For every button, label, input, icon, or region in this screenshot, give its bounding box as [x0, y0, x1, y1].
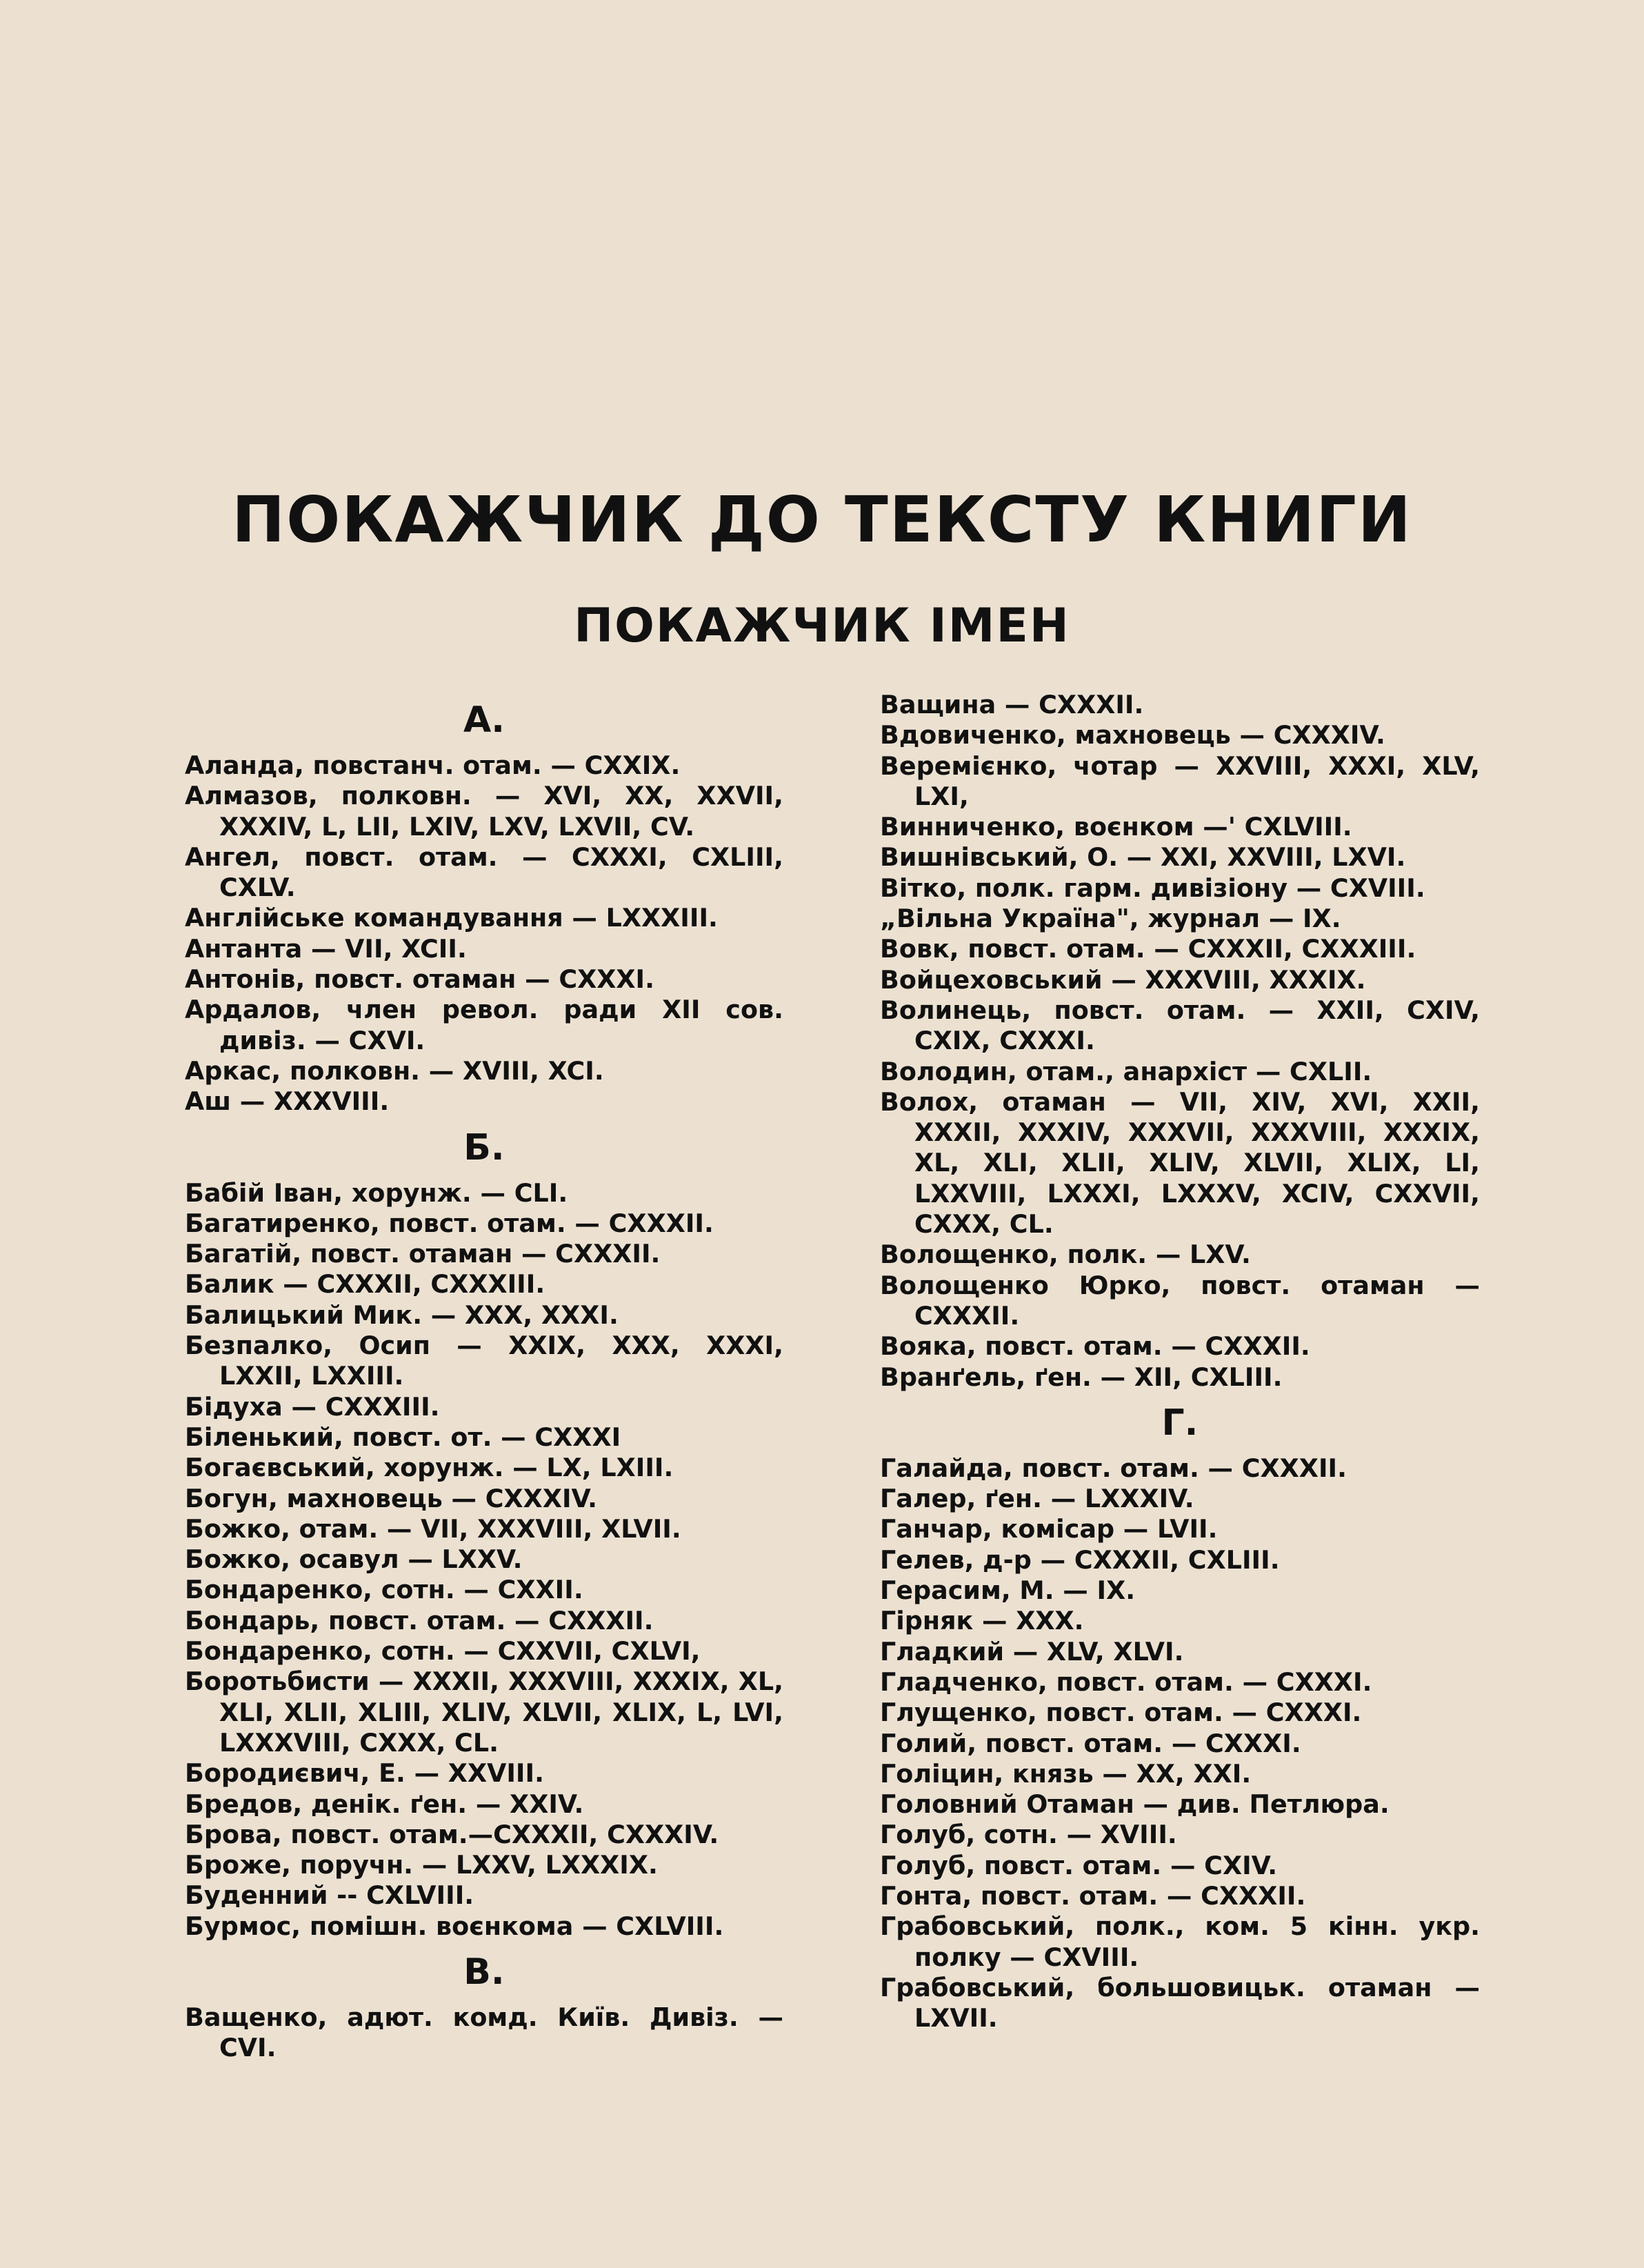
index-entry: Божко, осавул — LXXV.	[185, 1544, 523, 1575]
index-entry: Голуб, повст. отам. — CXIV.	[880, 1850, 1278, 1880]
index-entry: Божко, отам. — VII, XXXVIII, XLVII.	[185, 1513, 681, 1544]
page-subtitle: ПОКАЖЧИК ІМЕН	[574, 599, 1070, 653]
index-entry: Голий, повст. отам. — CXXXI.	[880, 1728, 1301, 1758]
section-letter-v: В.	[463, 1951, 505, 1993]
index-entry: Гладченко, повст. отам. — CXXXI.	[880, 1667, 1372, 1697]
index-entry: Гелев, д-р — CXXXII, CXLIII.	[880, 1544, 1280, 1575]
index-entry: Бондаренко, сотн. — CXXII.	[185, 1575, 583, 1605]
index-entry: Вовк, повст. отам. — CXXXII, CXXXIII.	[880, 934, 1416, 964]
index-entry: Вишнівський, О. — XXI, XXVIII, LXVI.	[880, 842, 1406, 873]
index-entry: Антанта — VII, XCII.	[185, 933, 467, 964]
index-entry: Ардалов, член револ. ради XII сов. дивіз. — CXVI.	[185, 995, 783, 1055]
index-entry: Ангел, повст. отам. — CXXXI, CXLIII, CXLV.	[185, 842, 783, 903]
section-letter-g: Г.	[1161, 1402, 1199, 1444]
index-entry: Грабовський, большовицьк. отаман — LXVII.	[880, 1972, 1480, 2033]
page-title: ПОКАЖЧИК ДО ТЕКСТУ КНИГИ	[232, 483, 1412, 557]
index-entry: Багатій, повст. отаман — CXXXII.	[185, 1239, 661, 1269]
index-entry: Біленький, повст. от. — CXXXI	[185, 1422, 621, 1452]
index-entry: Головний Отаман — див. Петлюра.	[880, 1789, 1390, 1820]
index-entry: Войцеховський — XXXVIII, XXXIX.	[880, 964, 1366, 995]
section-letter-a: А.	[463, 699, 505, 741]
index-entry: Гонта, повст. отам. — CXXXII.	[880, 1880, 1306, 1911]
index-entry: Аш — XXXVIII.	[185, 1086, 390, 1117]
index-entry: Вранґель, ґен. — XII, CXLIII.	[880, 1362, 1283, 1392]
index-entry: Голіцин, князь — XX, XXI.	[880, 1758, 1252, 1789]
index-entry: Бурмос, помішн. воєнкома — CXLVIII.	[185, 1911, 724, 1941]
index-entry: Вдовиченко, махновець — CXXXIV.	[880, 720, 1385, 750]
index-entry: Ващина — CXXXII.	[880, 690, 1144, 719]
section-letter-b: Б.	[463, 1126, 505, 1168]
index-entry: Броже, поручн. — LXXV, LXXXIX.	[185, 1850, 658, 1880]
index-entry: Волощенко, полк. — LXV.	[880, 1240, 1251, 1270]
index-entry: Бондарь, повст. отам. — CXXXII.	[185, 1605, 654, 1635]
index-entry: Ващенко, адют. комд. Київ. Дивіз. — CVI.	[185, 2002, 783, 2063]
index-entry: Багатиренко, повст. отам. — CXXXII.	[185, 1208, 714, 1238]
index-column-right	[880, 690, 1480, 2033]
index-entry: Глущенко, повст. отам. — CXXXI.	[880, 1698, 1362, 1728]
index-entry: Буденний -- CXLVIII.	[185, 1880, 474, 1911]
index-entry: Голуб, сотн. — XVIII.	[880, 1820, 1177, 1850]
section-a-entries	[185, 750, 783, 1117]
index-entry: Волинець, повст. отам. — XXII, CXIV, CXIX, CXXXI.	[880, 995, 1480, 1056]
index-entry: Волощенко Юрко, повст. отаман — CXXXII.	[880, 1270, 1480, 1331]
index-entry: „Вільна Україна", журнал — IX.	[880, 904, 1341, 934]
section-g-entries	[880, 1453, 1480, 2034]
index-entry: Бідуха — CXXXIII.	[185, 1391, 440, 1422]
index-entry: Бородиєвич, Е. — XXVIII.	[185, 1758, 544, 1789]
index-entry: Бредов, денік. ґен. — XXIV.	[185, 1789, 584, 1819]
index-entry: Волох, отаман — VII, XIV, XVI, XXII, XXXII, XXXIV, XXXVII, XXXVIII, XXXIX, XL, XLI, XLII, XLIV, XLVII, XLIX, LI, LXXVIII, LXXXI, LXXXV, XCIV, CXXVII, CXXX, CL.	[880, 1086, 1480, 1240]
index-entry: Аланда, повстанч. отам. — CXXIX.	[185, 750, 681, 780]
section-v-entries	[185, 2002, 783, 2064]
index-entry: Бабій Іван, хорунж. — CLI.	[185, 1177, 568, 1208]
index-entry: Гірняк — XXX.	[880, 1606, 1084, 1636]
section-b-entries	[185, 1178, 783, 1942]
index-entry: Антонів, повст. отаман — CXXXI.	[185, 964, 654, 995]
index-entry: Балицький Мик. — XXX, XXXI.	[185, 1300, 619, 1330]
index-entry: Богаєвський, хорунж. — LX, LXIII.	[185, 1453, 674, 1483]
index-entry: Англійське командування — LXXXIII.	[185, 903, 718, 933]
index-entry: Гладкий — XLV, XLVI.	[880, 1636, 1184, 1667]
index-entry: Винниченко, воєнком —' CXLVIII.	[880, 812, 1352, 842]
index-entry: Богун, махновець — CXXXIV.	[185, 1483, 597, 1513]
index-entry: Володин, отам., анархіст — CXLII.	[880, 1056, 1372, 1086]
index-entry: Безпалко, Осип — XXIX, XXX, XXXI, LXXII, LXXIII.	[185, 1331, 783, 1391]
index-entry: Ганчар, комісар — LVII.	[880, 1514, 1218, 1544]
index-entry: Балик — CXXXII, CXXXIII.	[185, 1269, 545, 1300]
index-entry: Брова, повст. отам.—CXXXII, CXXXIV.	[185, 1819, 719, 1849]
index-entry: Галер, ґен. — LXXXIV.	[880, 1484, 1194, 1514]
index-entry: Аркас, полковн. — XVIII, XCI.	[185, 1055, 604, 1086]
index-entry: Вітко, полк. гарм. дивізіону — CXVIII.	[880, 873, 1425, 903]
index-entry: Алмазов, полковн. — XVI, XX, XXVII, XXXIV, L, LII, LXIV, LXV, LXVII, CV.	[185, 781, 783, 842]
index-entry: Грабовський, полк., ком. 5 кінн. укр. полку — CXVIII.	[880, 1911, 1480, 1972]
index-entry: Бондаренко, сотн. — CXXVII, CXLVI,	[185, 1636, 701, 1667]
index-entry: Боротьбисти — XXXII, XXXVIII, XXXIX, XL, XLI, XLII, XLIII, XLIV, XLVII, XLIX, L, LVI, LXXXVIII, CXXX, CL.	[185, 1667, 783, 1758]
index-entry: Галайда, повст. отам. — CXXXII.	[880, 1453, 1347, 1483]
index-entry: Веремієнко, чотар — XXVIII, XXXI, XLV, LXI,	[880, 750, 1480, 811]
index-entry: Герасим, М. — IX.	[880, 1575, 1136, 1606]
index-entry: Вояка, повст. отам. — CXXXII.	[880, 1331, 1310, 1362]
index-column-left	[185, 690, 783, 2064]
section-v-continued-entries	[880, 690, 1480, 1393]
